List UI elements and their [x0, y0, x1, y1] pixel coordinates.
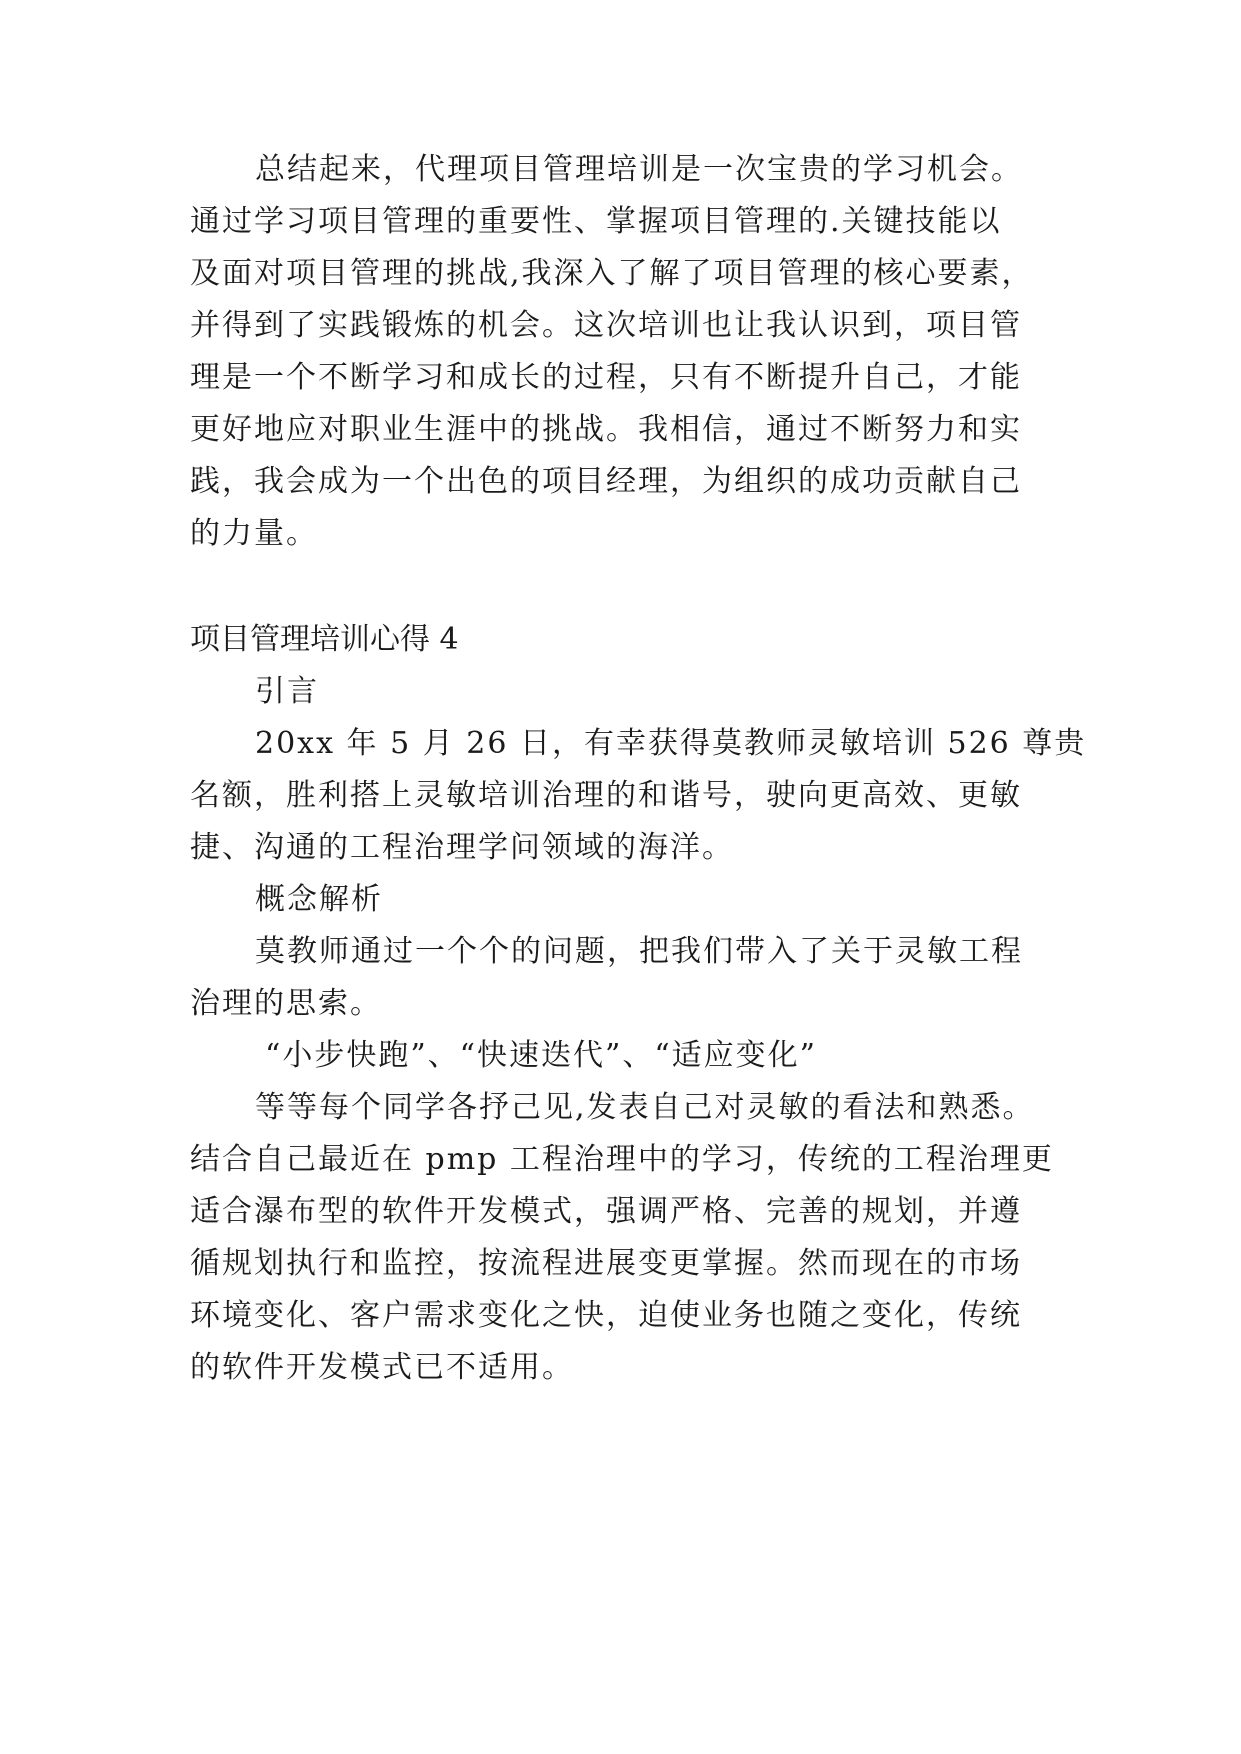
intro-line: 名额，胜利搭上灵敏培训治理的和谐号，驶向更高效、更敏: [190, 778, 1022, 813]
discussion-line: 适合瀑布型的软件开发模式，强调严格、完善的规划，并遵: [190, 1194, 1022, 1229]
intro-heading: 引言: [255, 674, 319, 709]
summary-line: 理是一个不断学习和成长的过程，只有不断提升自己，才能: [190, 360, 1022, 395]
summary-line: 并得到了实践锻炼的机会。这次培训也让我认识到，项目管: [190, 308, 1022, 343]
section-title: 项目管理培训心得 4: [190, 622, 459, 657]
discussion-line: 循规划执行和监控，按流程进展变更掌握。然而现在的市场: [190, 1246, 1022, 1281]
summary-line: 及面对项目管理的挑战,我深入了解了项目管理的核心要素，: [190, 256, 1034, 291]
concept-heading: 概念解析: [255, 882, 383, 917]
discussion-line: 结合自己最近在 pmp 工程治理中的学习，传统的工程治理更: [190, 1142, 1054, 1177]
discussion-line: 环境变化、客户需求变化之快，迫使业务也随之变化，传统: [190, 1298, 1022, 1333]
intro-line: 20xx 年 5 月 26 日，有幸获得莫教师灵敏培训 526 尊贵: [255, 726, 1087, 761]
summary-line: 更好地应对职业生涯中的挑战。我相信，通过不断努力和实: [190, 412, 1022, 447]
quote-line: “小步快跑”、“快速迭代”、“适应变化”: [265, 1038, 818, 1073]
summary-line: 的力量。: [190, 516, 318, 551]
concept-line: 莫教师通过一个个的问题，把我们带入了关于灵敏工程: [255, 934, 1023, 969]
summary-line: 践，我会成为一个出色的项目经理，为组织的成功贡献自己: [190, 464, 1022, 499]
concept-line: 治理的思索。: [190, 986, 382, 1021]
discussion-line: 等等每个同学各抒己见,发表自己对灵敏的看法和熟悉。: [255, 1090, 1035, 1125]
discussion-line: 的软件开发模式已不适用。: [190, 1350, 574, 1385]
summary-line: 总结起来，代理项目管理培训是一次宝贵的学习机会。: [255, 152, 1023, 187]
summary-line: 通过学习项目管理的重要性、掌握项目管理的.关键技能以: [190, 204, 1002, 239]
intro-line: 捷、沟通的工程治理学问领域的海洋。: [190, 830, 734, 865]
